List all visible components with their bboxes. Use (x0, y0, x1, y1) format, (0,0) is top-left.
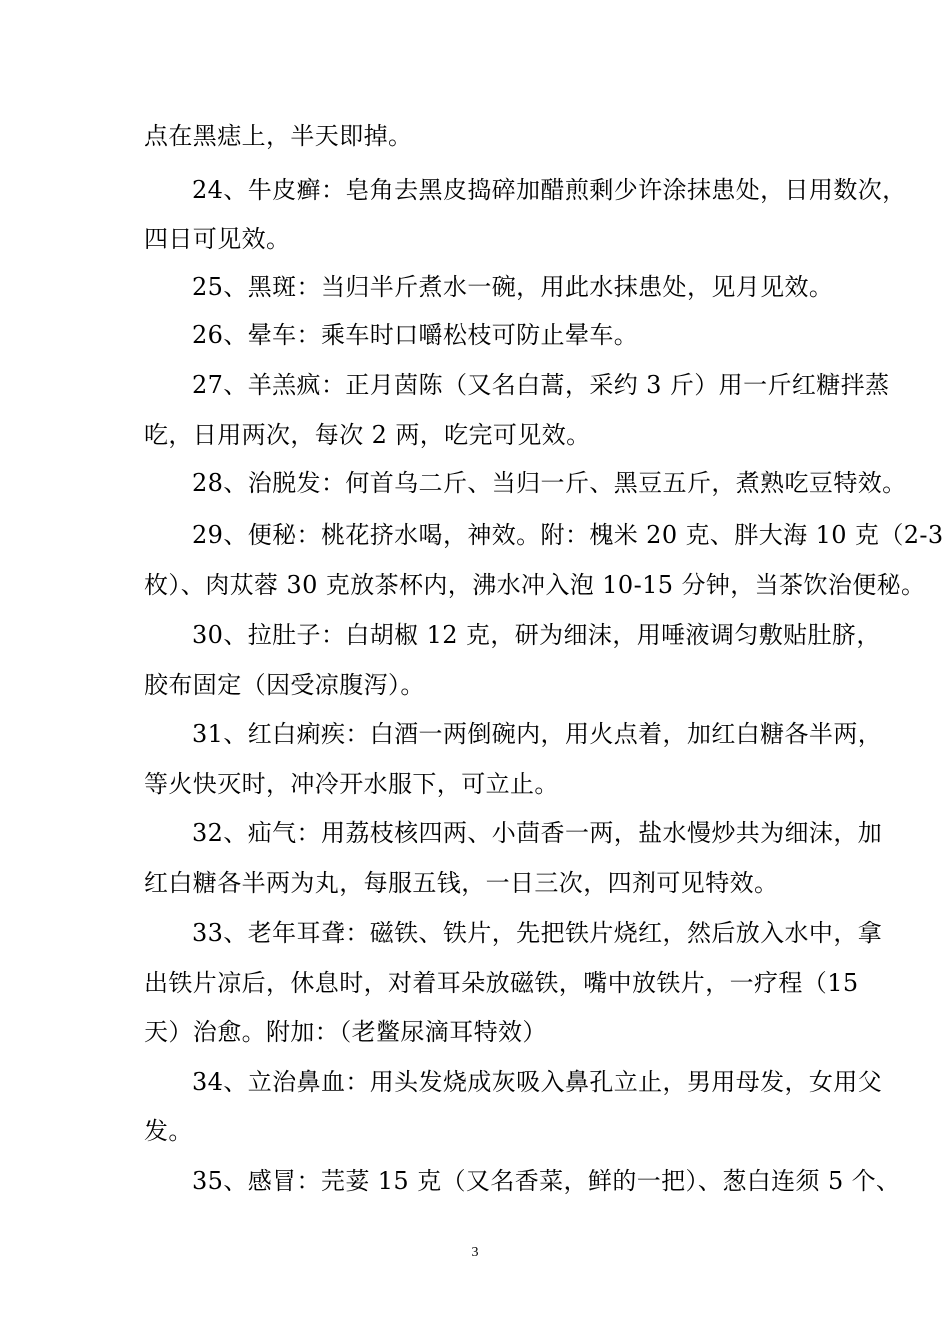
text-line: 天）治愈。附加：（老鳖尿滴耳特效） (144, 1018, 547, 1046)
text-line: 27、羊羔疯：正月茵陈（又名白蒿，采约 3 斤）用一斤红糖拌蒸 (192, 371, 890, 399)
text-line: 发。 (144, 1117, 193, 1145)
text-line: 29、便秘：桃花挤水喝，神效。附：槐米 20 克、胖大海 10 克（2-3 (192, 521, 944, 549)
text-line: 枚）、肉苁蓉 30 克放茶杯内，沸水冲入泡 10-15 分钟，当茶饮治便秘。 (144, 571, 926, 599)
text-line: 34、立治鼻血：用头发烧成灰吸入鼻孔立止，男用母发，女用父 (192, 1068, 883, 1096)
text-line: 31、红白痢疾：白酒一两倒碗内，用火点着，加红白糖各半两， (192, 720, 883, 748)
text-line: 红白糖各半两为丸，每服五钱，一日三次，四剂可见特效。 (144, 869, 779, 897)
text-line: 26、晕车：乘车时口嚼松枝可防止晕车。 (192, 321, 639, 349)
text-line: 胶布固定（因受凉腹泻）。 (144, 671, 425, 699)
text-line: 30、拉肚子：白胡椒 12 克，研为细沫，用唾液调匀敷贴肚脐， (192, 621, 881, 649)
text-line: 等火快灭时，冲冷开水服下，可立止。 (144, 770, 559, 798)
text-line: 25、黑斑：当归半斤煮水一碗，用此水抹患处，见月见效。 (192, 273, 834, 301)
text-line: 吃，日用两次，每次 2 两，吃完可见效。 (144, 421, 591, 449)
text-line: 24、牛皮癣：皂角去黑皮捣碎加醋煎剩少许涂抹患处，日用数次， (192, 176, 907, 204)
text-line: 出铁片凉后，休息时，对着耳朵放磁铁，嘴中放铁片，一疗程（15 (144, 969, 859, 997)
text-line: 四日可见效。 (144, 225, 291, 253)
text-line: 28、治脱发：何首乌二斤、当归一斤、黑豆五斤，煮熟吃豆特效。 (192, 469, 907, 497)
text-line: 点在黑痣上，半天即掉。 (144, 122, 413, 150)
text-line: 33、老年耳聋：磁铁、铁片，先把铁片烧红，然后放入水中，拿 (192, 919, 883, 947)
text-line: 32、疝气：用荔枝核四两、小茴香一两，盐水慢炒共为细沫，加 (192, 819, 883, 847)
text-line: 35、感冒：芫荽 15 克（又名香菜，鲜的一把）、葱白连须 5 个、 (192, 1167, 901, 1195)
page-number: 3 (471, 1245, 479, 1260)
